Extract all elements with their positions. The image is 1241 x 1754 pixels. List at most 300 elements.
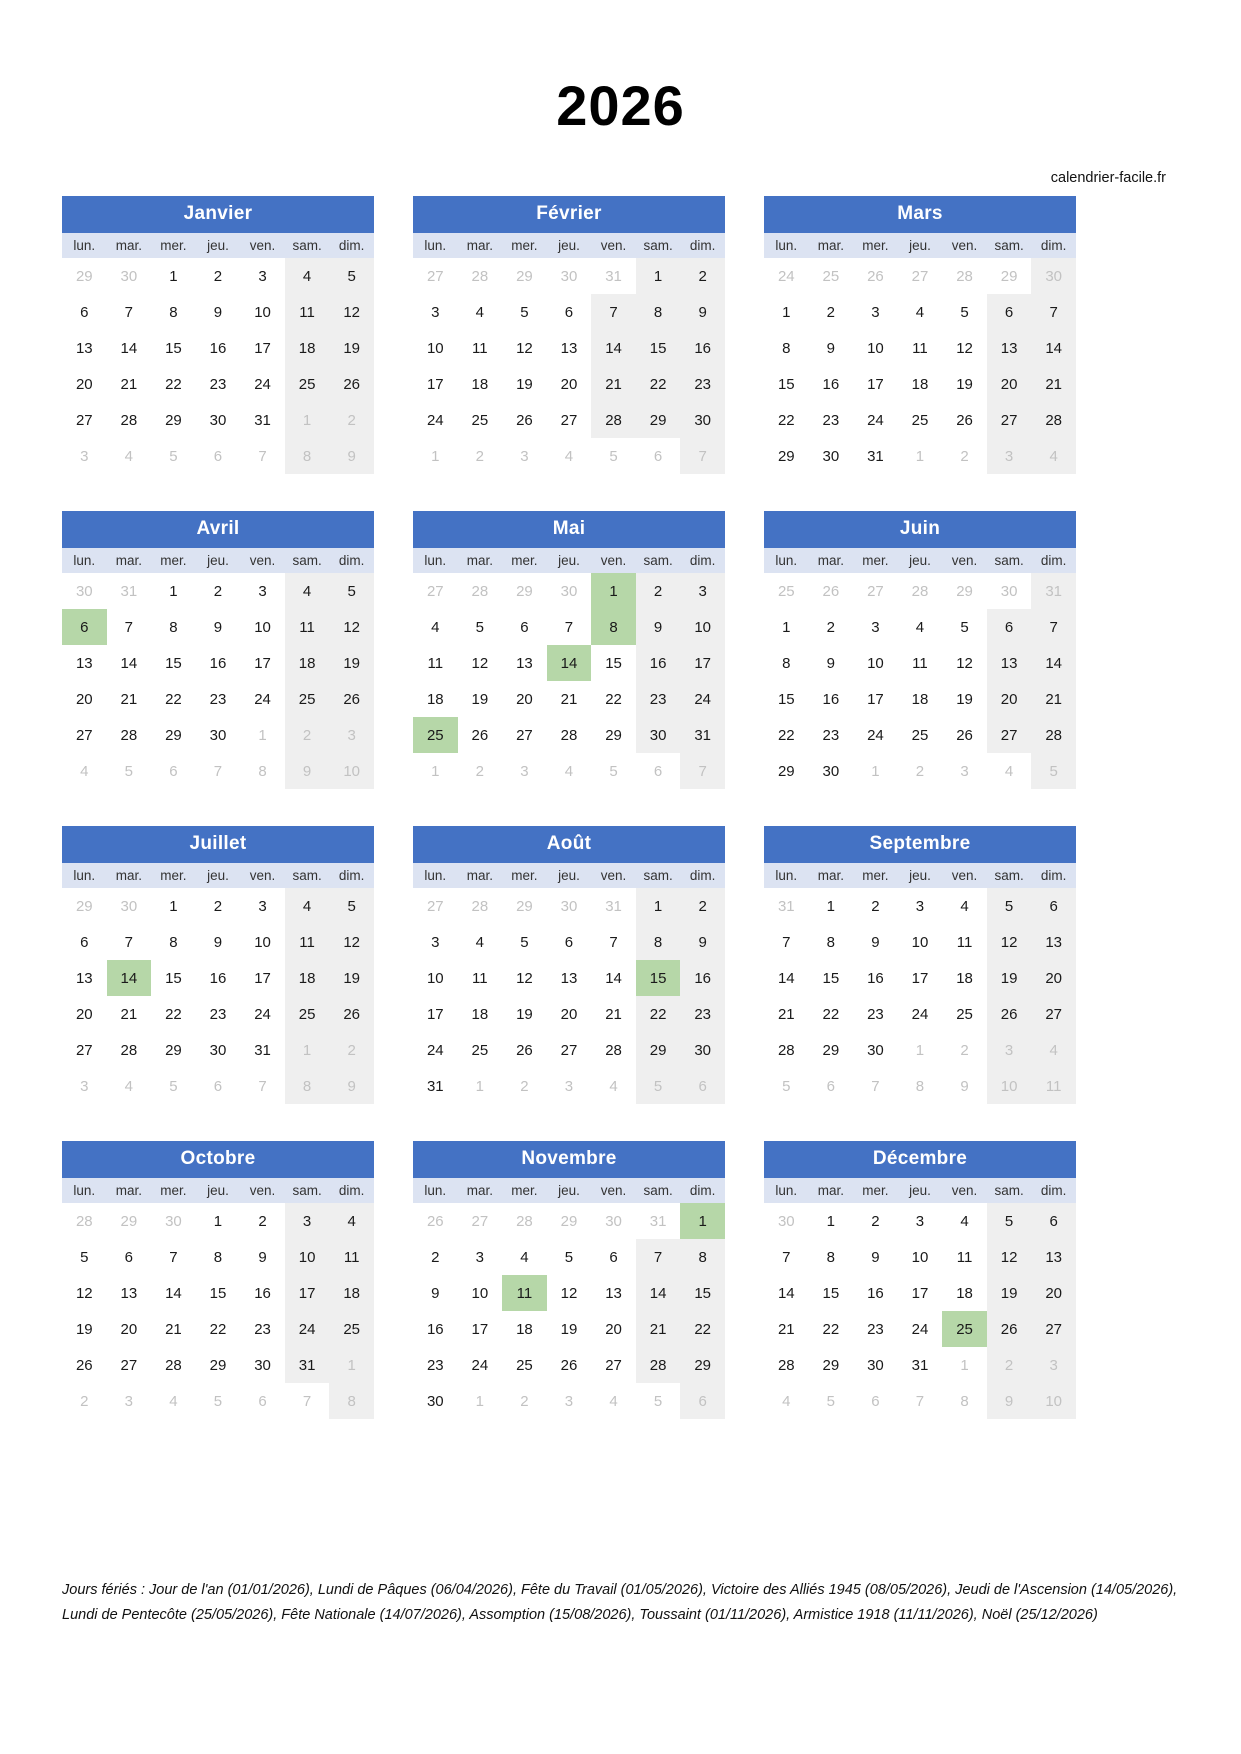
day-cell: 19 bbox=[329, 645, 374, 681]
day-cell: 21 bbox=[764, 1311, 809, 1347]
day-cell: 30 bbox=[636, 717, 681, 753]
day-cell: 28 bbox=[107, 402, 152, 438]
weekday-label: ven. bbox=[942, 1178, 987, 1203]
day-cell: 13 bbox=[62, 645, 107, 681]
day-cell: 12 bbox=[502, 960, 547, 996]
day-cell: 30 bbox=[62, 573, 107, 609]
day-cell: 8 bbox=[898, 1068, 943, 1104]
day-cell: 24 bbox=[285, 1311, 330, 1347]
weekday-label: mer. bbox=[502, 233, 547, 258]
day-cell: 1 bbox=[764, 609, 809, 645]
day-cell: 29 bbox=[502, 573, 547, 609]
day-cell: 7 bbox=[196, 753, 241, 789]
day-cell: 7 bbox=[285, 1383, 330, 1419]
day-cell: 25 bbox=[285, 681, 330, 717]
day-cell: 28 bbox=[62, 1203, 107, 1239]
day-cell: 23 bbox=[196, 366, 241, 402]
day-cell: 6 bbox=[636, 438, 681, 474]
day-cell: 8 bbox=[196, 1239, 241, 1275]
day-cell-holiday: 1 bbox=[680, 1203, 725, 1239]
day-cell: 1 bbox=[809, 1203, 854, 1239]
day-cell: 30 bbox=[240, 1347, 285, 1383]
day-cell-holiday: 11 bbox=[502, 1275, 547, 1311]
month-title: Novembre bbox=[413, 1141, 725, 1178]
day-cell: 8 bbox=[809, 1239, 854, 1275]
week-row bbox=[62, 888, 374, 924]
day-cell: 20 bbox=[987, 366, 1032, 402]
day-cell: 4 bbox=[458, 924, 503, 960]
week-row bbox=[764, 996, 1076, 1032]
day-cell: 4 bbox=[285, 888, 330, 924]
day-cell: 15 bbox=[764, 366, 809, 402]
day-cell: 13 bbox=[62, 960, 107, 996]
day-cell: 19 bbox=[942, 366, 987, 402]
day-cell: 28 bbox=[547, 717, 592, 753]
weekday-label: lun. bbox=[413, 548, 458, 573]
day-cell: 12 bbox=[329, 924, 374, 960]
day-cell: 8 bbox=[285, 438, 330, 474]
day-cell: 18 bbox=[329, 1275, 374, 1311]
day-cell: 10 bbox=[240, 294, 285, 330]
day-cell: 29 bbox=[809, 1347, 854, 1383]
week-row bbox=[62, 402, 374, 438]
day-cell: 2 bbox=[809, 609, 854, 645]
day-cell: 24 bbox=[764, 258, 809, 294]
day-cell: 27 bbox=[413, 888, 458, 924]
weekday-label: jeu. bbox=[898, 863, 943, 888]
day-cell: 10 bbox=[458, 1275, 503, 1311]
weekday-label: sam. bbox=[987, 233, 1032, 258]
day-cell: 31 bbox=[591, 888, 636, 924]
day-cell: 10 bbox=[285, 1239, 330, 1275]
day-cell: 29 bbox=[680, 1347, 725, 1383]
weekday-label: jeu. bbox=[196, 863, 241, 888]
day-cell: 25 bbox=[285, 366, 330, 402]
day-cell: 7 bbox=[898, 1383, 943, 1419]
week-row bbox=[413, 438, 725, 474]
day-cell: 3 bbox=[853, 609, 898, 645]
month-mars bbox=[764, 196, 1076, 474]
day-cell: 27 bbox=[502, 717, 547, 753]
day-cell: 23 bbox=[809, 402, 854, 438]
day-cell: 22 bbox=[809, 996, 854, 1032]
day-cell: 9 bbox=[329, 1068, 374, 1104]
day-cell: 30 bbox=[987, 573, 1032, 609]
day-cell: 30 bbox=[853, 1032, 898, 1068]
weekday-label: mer. bbox=[502, 548, 547, 573]
day-cell: 25 bbox=[764, 573, 809, 609]
week-row bbox=[62, 645, 374, 681]
weekday-label: mar. bbox=[458, 863, 503, 888]
day-cell: 7 bbox=[151, 1239, 196, 1275]
day-cell: 5 bbox=[591, 438, 636, 474]
day-cell: 23 bbox=[196, 996, 241, 1032]
day-cell: 11 bbox=[458, 330, 503, 366]
day-cell: 28 bbox=[591, 1032, 636, 1068]
day-cell: 16 bbox=[809, 366, 854, 402]
day-cell: 26 bbox=[987, 996, 1032, 1032]
month-table bbox=[62, 1178, 374, 1419]
day-cell: 15 bbox=[591, 645, 636, 681]
day-cell: 20 bbox=[987, 681, 1032, 717]
week-row bbox=[62, 294, 374, 330]
day-cell: 1 bbox=[413, 438, 458, 474]
day-cell: 16 bbox=[196, 645, 241, 681]
day-cell: 4 bbox=[285, 573, 330, 609]
day-cell: 22 bbox=[151, 366, 196, 402]
day-cell: 4 bbox=[285, 258, 330, 294]
day-cell: 30 bbox=[196, 402, 241, 438]
day-cell: 21 bbox=[151, 1311, 196, 1347]
weekday-label: sam. bbox=[285, 548, 330, 573]
day-cell: 11 bbox=[942, 924, 987, 960]
month-table bbox=[413, 1178, 725, 1419]
day-cell: 20 bbox=[62, 996, 107, 1032]
day-cell: 23 bbox=[853, 1311, 898, 1347]
day-cell: 29 bbox=[151, 402, 196, 438]
day-cell: 3 bbox=[853, 294, 898, 330]
day-cell: 1 bbox=[458, 1068, 503, 1104]
day-cell: 8 bbox=[809, 924, 854, 960]
day-cell: 4 bbox=[107, 1068, 152, 1104]
day-cell: 30 bbox=[107, 258, 152, 294]
day-cell: 2 bbox=[502, 1068, 547, 1104]
day-cell: 15 bbox=[764, 681, 809, 717]
week-row bbox=[764, 1203, 1076, 1239]
day-cell: 7 bbox=[107, 609, 152, 645]
day-cell: 5 bbox=[809, 1383, 854, 1419]
day-cell: 13 bbox=[547, 330, 592, 366]
week-row bbox=[764, 1383, 1076, 1419]
weekday-label: jeu. bbox=[196, 233, 241, 258]
day-cell: 6 bbox=[1031, 1203, 1076, 1239]
week-row bbox=[413, 1275, 725, 1311]
weekday-label: sam. bbox=[285, 863, 330, 888]
day-cell: 18 bbox=[898, 366, 943, 402]
weekday-label: ven. bbox=[240, 863, 285, 888]
weekday-header-row bbox=[764, 233, 1076, 258]
day-cell: 17 bbox=[898, 1275, 943, 1311]
day-cell: 3 bbox=[240, 573, 285, 609]
weekday-label: dim. bbox=[680, 548, 725, 573]
day-cell: 1 bbox=[764, 294, 809, 330]
weekday-header-row bbox=[413, 548, 725, 573]
weekday-label: dim. bbox=[329, 233, 374, 258]
week-row bbox=[413, 366, 725, 402]
day-cell: 5 bbox=[196, 1383, 241, 1419]
day-cell: 3 bbox=[240, 888, 285, 924]
day-cell: 28 bbox=[764, 1347, 809, 1383]
day-cell: 4 bbox=[458, 294, 503, 330]
week-row bbox=[413, 996, 725, 1032]
week-row bbox=[62, 1068, 374, 1104]
day-cell: 16 bbox=[413, 1311, 458, 1347]
week-row bbox=[62, 924, 374, 960]
weekday-label: lun. bbox=[764, 548, 809, 573]
day-cell: 21 bbox=[107, 996, 152, 1032]
week-row bbox=[62, 438, 374, 474]
day-cell: 3 bbox=[285, 1203, 330, 1239]
day-cell: 2 bbox=[196, 888, 241, 924]
weekday-label: dim. bbox=[329, 1178, 374, 1203]
day-cell-holiday: 1 bbox=[591, 573, 636, 609]
day-cell: 3 bbox=[987, 1032, 1032, 1068]
weekday-label: lun. bbox=[62, 1178, 107, 1203]
day-cell: 22 bbox=[809, 1311, 854, 1347]
day-cell: 4 bbox=[62, 753, 107, 789]
day-cell: 20 bbox=[107, 1311, 152, 1347]
month-table bbox=[62, 863, 374, 1104]
day-cell: 8 bbox=[329, 1383, 374, 1419]
day-cell: 7 bbox=[764, 1239, 809, 1275]
weekday-label: lun. bbox=[413, 863, 458, 888]
day-cell: 21 bbox=[1031, 366, 1076, 402]
day-cell: 6 bbox=[680, 1068, 725, 1104]
day-cell: 4 bbox=[591, 1383, 636, 1419]
day-cell: 1 bbox=[151, 888, 196, 924]
day-cell: 19 bbox=[942, 681, 987, 717]
day-cell: 24 bbox=[240, 366, 285, 402]
day-cell: 26 bbox=[329, 681, 374, 717]
day-cell: 9 bbox=[680, 294, 725, 330]
day-cell: 19 bbox=[502, 366, 547, 402]
day-cell: 4 bbox=[151, 1383, 196, 1419]
day-cell: 29 bbox=[151, 717, 196, 753]
day-cell: 8 bbox=[764, 645, 809, 681]
month-table bbox=[764, 548, 1076, 789]
day-cell: 5 bbox=[764, 1068, 809, 1104]
month-avril bbox=[62, 511, 374, 789]
month-table bbox=[764, 233, 1076, 474]
day-cell: 3 bbox=[547, 1383, 592, 1419]
day-cell: 12 bbox=[942, 645, 987, 681]
day-cell-holiday: 25 bbox=[942, 1311, 987, 1347]
day-cell: 26 bbox=[853, 258, 898, 294]
day-cell: 25 bbox=[942, 996, 987, 1032]
month-title: Avril bbox=[62, 511, 374, 548]
weekday-label: mar. bbox=[809, 1178, 854, 1203]
day-cell: 24 bbox=[458, 1347, 503, 1383]
day-cell: 13 bbox=[987, 330, 1032, 366]
day-cell: 26 bbox=[329, 996, 374, 1032]
day-cell: 25 bbox=[458, 1032, 503, 1068]
day-cell: 30 bbox=[547, 573, 592, 609]
week-row bbox=[413, 681, 725, 717]
week-row bbox=[62, 1347, 374, 1383]
day-cell: 3 bbox=[413, 294, 458, 330]
day-cell: 20 bbox=[62, 681, 107, 717]
day-cell: 5 bbox=[329, 573, 374, 609]
day-cell: 21 bbox=[591, 366, 636, 402]
day-cell: 17 bbox=[898, 960, 943, 996]
day-cell: 17 bbox=[680, 645, 725, 681]
weekday-label: mar. bbox=[458, 1178, 503, 1203]
day-cell: 21 bbox=[107, 366, 152, 402]
weekday-label: mer. bbox=[151, 1178, 196, 1203]
day-cell: 6 bbox=[196, 1068, 241, 1104]
day-cell: 2 bbox=[680, 888, 725, 924]
month-table bbox=[413, 548, 725, 789]
day-cell: 2 bbox=[853, 888, 898, 924]
day-cell: 2 bbox=[942, 1032, 987, 1068]
month-décembre bbox=[764, 1141, 1076, 1419]
weekday-label: sam. bbox=[987, 1178, 1032, 1203]
day-cell: 24 bbox=[413, 402, 458, 438]
day-cell: 30 bbox=[809, 438, 854, 474]
week-row bbox=[62, 258, 374, 294]
weekday-label: sam. bbox=[987, 548, 1032, 573]
day-cell: 3 bbox=[458, 1239, 503, 1275]
day-cell: 22 bbox=[151, 681, 196, 717]
day-cell: 18 bbox=[502, 1311, 547, 1347]
day-cell: 4 bbox=[942, 1203, 987, 1239]
week-row bbox=[764, 1032, 1076, 1068]
day-cell: 5 bbox=[987, 888, 1032, 924]
day-cell: 20 bbox=[1031, 1275, 1076, 1311]
day-cell: 14 bbox=[764, 1275, 809, 1311]
day-cell: 27 bbox=[458, 1203, 503, 1239]
weekday-label: dim. bbox=[1031, 863, 1076, 888]
day-cell: 15 bbox=[196, 1275, 241, 1311]
day-cell: 8 bbox=[151, 609, 196, 645]
day-cell: 6 bbox=[680, 1383, 725, 1419]
month-table bbox=[62, 548, 374, 789]
weekday-label: sam. bbox=[636, 863, 681, 888]
day-cell: 12 bbox=[547, 1275, 592, 1311]
day-cell: 27 bbox=[413, 258, 458, 294]
weekday-label: jeu. bbox=[898, 1178, 943, 1203]
weekday-header-row bbox=[62, 548, 374, 573]
week-row bbox=[764, 960, 1076, 996]
week-row bbox=[413, 609, 725, 645]
day-cell: 6 bbox=[107, 1239, 152, 1275]
day-cell: 13 bbox=[502, 645, 547, 681]
day-cell: 30 bbox=[764, 1203, 809, 1239]
weekday-header-row bbox=[62, 1178, 374, 1203]
day-cell: 23 bbox=[809, 717, 854, 753]
day-cell: 28 bbox=[898, 573, 943, 609]
week-row bbox=[413, 330, 725, 366]
day-cell: 31 bbox=[898, 1347, 943, 1383]
week-row bbox=[413, 1347, 725, 1383]
day-cell: 4 bbox=[547, 753, 592, 789]
day-cell: 5 bbox=[458, 609, 503, 645]
day-cell: 13 bbox=[107, 1275, 152, 1311]
day-cell: 29 bbox=[942, 573, 987, 609]
day-cell: 6 bbox=[196, 438, 241, 474]
day-cell: 27 bbox=[107, 1347, 152, 1383]
day-cell: 30 bbox=[151, 1203, 196, 1239]
day-cell: 11 bbox=[898, 330, 943, 366]
week-row bbox=[413, 645, 725, 681]
day-cell: 13 bbox=[591, 1275, 636, 1311]
week-row bbox=[413, 294, 725, 330]
day-cell: 28 bbox=[107, 1032, 152, 1068]
weekday-label: jeu. bbox=[898, 233, 943, 258]
day-cell: 14 bbox=[1031, 330, 1076, 366]
day-cell: 16 bbox=[196, 330, 241, 366]
day-cell: 25 bbox=[329, 1311, 374, 1347]
day-cell: 3 bbox=[62, 438, 107, 474]
day-cell: 20 bbox=[62, 366, 107, 402]
day-cell: 8 bbox=[151, 924, 196, 960]
day-cell: 27 bbox=[853, 573, 898, 609]
week-row bbox=[764, 609, 1076, 645]
day-cell: 23 bbox=[680, 996, 725, 1032]
day-cell: 8 bbox=[240, 753, 285, 789]
day-cell: 1 bbox=[285, 402, 330, 438]
day-cell: 18 bbox=[285, 330, 330, 366]
day-cell: 27 bbox=[547, 1032, 592, 1068]
week-row bbox=[413, 1068, 725, 1104]
day-cell: 4 bbox=[987, 753, 1032, 789]
day-cell: 22 bbox=[591, 681, 636, 717]
week-row bbox=[62, 753, 374, 789]
day-cell: 21 bbox=[764, 996, 809, 1032]
day-cell: 2 bbox=[196, 258, 241, 294]
day-cell: 26 bbox=[413, 1203, 458, 1239]
weekday-label: sam. bbox=[285, 1178, 330, 1203]
day-cell: 8 bbox=[285, 1068, 330, 1104]
day-cell: 9 bbox=[809, 330, 854, 366]
weekday-label: sam. bbox=[285, 233, 330, 258]
weekday-label: sam. bbox=[636, 1178, 681, 1203]
day-cell: 17 bbox=[285, 1275, 330, 1311]
day-cell: 6 bbox=[62, 294, 107, 330]
week-row bbox=[413, 1311, 725, 1347]
day-cell: 9 bbox=[636, 609, 681, 645]
week-row bbox=[413, 888, 725, 924]
day-cell: 10 bbox=[987, 1068, 1032, 1104]
week-row bbox=[413, 573, 725, 609]
day-cell: 16 bbox=[240, 1275, 285, 1311]
day-cell: 2 bbox=[636, 573, 681, 609]
weekday-header-row bbox=[764, 1178, 1076, 1203]
week-row bbox=[62, 1311, 374, 1347]
day-cell: 31 bbox=[591, 258, 636, 294]
month-title: Septembre bbox=[764, 826, 1076, 863]
day-cell: 15 bbox=[680, 1275, 725, 1311]
day-cell: 6 bbox=[240, 1383, 285, 1419]
week-row bbox=[764, 1347, 1076, 1383]
week-row bbox=[764, 888, 1076, 924]
day-cell: 22 bbox=[764, 717, 809, 753]
day-cell: 14 bbox=[591, 330, 636, 366]
day-cell: 4 bbox=[591, 1068, 636, 1104]
week-row bbox=[764, 1275, 1076, 1311]
day-cell: 12 bbox=[329, 609, 374, 645]
day-cell: 27 bbox=[591, 1347, 636, 1383]
day-cell: 27 bbox=[62, 402, 107, 438]
day-cell: 30 bbox=[196, 1032, 241, 1068]
weekday-label: mer. bbox=[853, 863, 898, 888]
day-cell: 19 bbox=[547, 1311, 592, 1347]
day-cell: 4 bbox=[764, 1383, 809, 1419]
day-cell: 25 bbox=[502, 1347, 547, 1383]
week-row bbox=[62, 1203, 374, 1239]
day-cell: 8 bbox=[636, 294, 681, 330]
day-cell: 22 bbox=[196, 1311, 241, 1347]
weekday-label: ven. bbox=[240, 548, 285, 573]
weekday-label: ven. bbox=[240, 1178, 285, 1203]
month-octobre bbox=[62, 1141, 374, 1419]
day-cell: 1 bbox=[240, 717, 285, 753]
day-cell: 7 bbox=[547, 609, 592, 645]
weekday-header-row bbox=[413, 1178, 725, 1203]
month-juin bbox=[764, 511, 1076, 789]
weekday-label: lun. bbox=[62, 233, 107, 258]
day-cell: 2 bbox=[942, 438, 987, 474]
